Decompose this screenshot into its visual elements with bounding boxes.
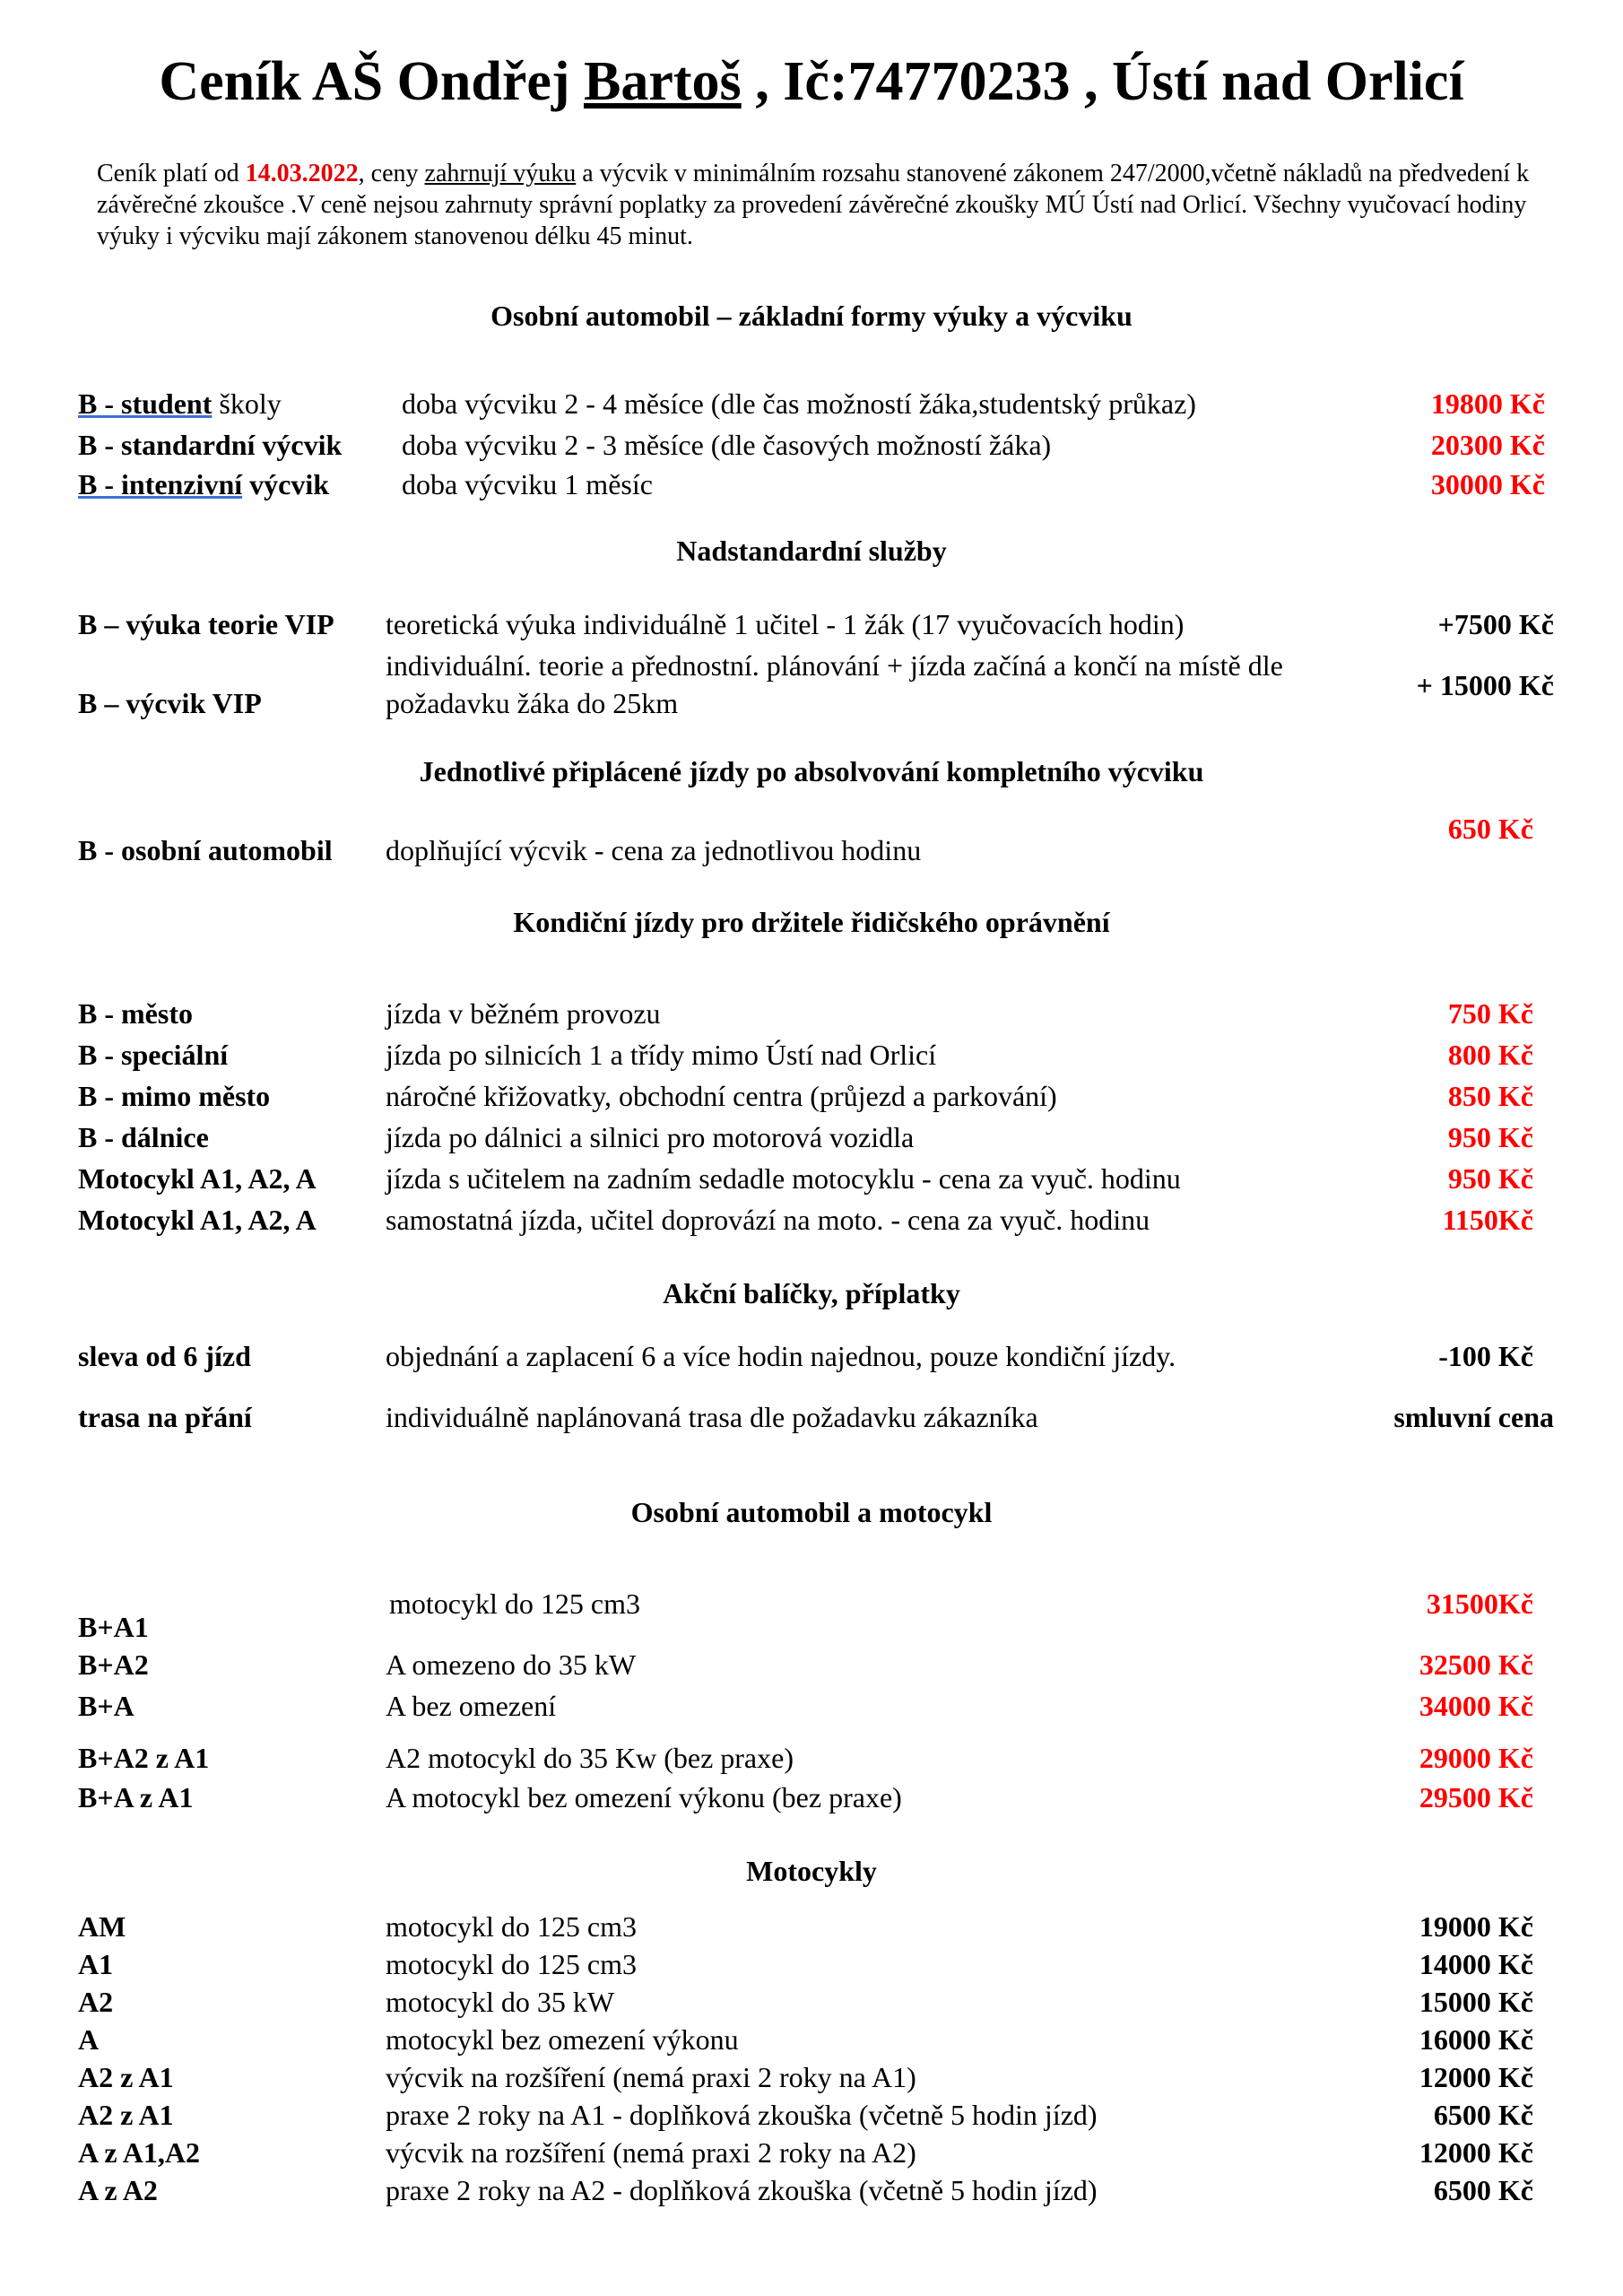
title-name: Bartoš [584, 51, 742, 112]
row-code-underlined: B - intenzivní [78, 468, 243, 500]
row-price: 15000 Kč [1419, 1986, 1533, 2018]
intro-text-1: Ceník platí od [97, 160, 246, 187]
row-desc: individuálně naplánovaná trasa dle požadavku zákazníka [386, 1401, 1038, 1433]
row-price: 19800 Kč [1430, 387, 1545, 420]
row-desc: praxe 2 roky na A2 - doplňková zkouška (včetně 5 hodin jízd) [386, 2174, 1098, 2206]
row-desc: motocykl do 125 cm3 [386, 1910, 637, 1943]
row-code: Motocykl A1, A2, A [78, 1162, 317, 1195]
intro-text-3: a výcvik v minimálním rozsahu stanovené zákonem 247/2000,včetně nákladů na předvedení k závěrečné zkoušce .V ceně nejsou zahrnuty správní poplatky za provedení závěrečné zkoušky MÚ Ústí nad Orlicí. Všechny vyučovací hodiny výuky i výcviku mají zákonem stanovenou délku 45 minut. [97, 160, 1530, 250]
row-desc: výcvik na rozšíření (nemá praxi 2 roky na A1) [386, 2061, 916, 2093]
row-code [78, 387, 282, 421]
row-code: B+A2 [78, 1648, 149, 1681]
row-code: A1 [78, 1948, 114, 1980]
row-code: A z A1,A2 [78, 2136, 200, 2169]
row-code: B - dálnice [78, 1121, 209, 1153]
section-heading-premium: Nadstandardní služby [676, 535, 947, 567]
row-desc: náročné křižovatky, obchodní centra (průjezd a parkování) [386, 1080, 1057, 1112]
row-desc: objednání a zaplacení 6 a více hodin najednou, pouze kondiční jízdy. [386, 1340, 1176, 1372]
row-code: B+A2 z A1 [78, 1742, 210, 1774]
row-code: B - speciální [78, 1039, 229, 1071]
row-code: B - osobní automobil [78, 834, 333, 866]
row-code-rest: školy [212, 387, 282, 420]
row-desc: doba výcviku 1 měsíc [402, 468, 653, 500]
row-price: 1150Kč [1442, 1204, 1533, 1236]
row-code: B - město [78, 997, 193, 1030]
row-price: 6500 Kč [1433, 2099, 1533, 2131]
row-desc: individuální. teorie a přednostní. plánování + jízda začíná a končí na místě dle požadavku žáka do 25km [386, 649, 1283, 719]
section-heading-condition: Kondiční jízdy pro držitele řidičského oprávnění [513, 906, 1110, 938]
row-code: B – výuka teorie VIP [78, 608, 334, 640]
row-price: 12000 Kč [1419, 2061, 1533, 2093]
row-desc: teoretická výuka individuálně 1 učitel - 1 žák (17 vyučovacích hodin) [386, 608, 1185, 640]
row-desc: A bez omezení [386, 1690, 557, 1722]
row-price: 14000 Kč [1419, 1948, 1533, 1980]
row-code: Motocykl A1, A2, A [78, 1204, 317, 1236]
section-heading-moto: Motocykly [746, 1855, 877, 1887]
row-desc: A2 motocykl do 35 Kw (bez praxe) [386, 1742, 794, 1774]
row-code-underlined: B - student [78, 387, 213, 420]
title-prefix: Ceník AŠ Ondřej [159, 51, 585, 112]
row-price: 32500 Kč [1419, 1648, 1533, 1681]
row-code: B+A z A1 [78, 1781, 194, 1813]
row-price: smluvní cena [1393, 1401, 1554, 1433]
row-desc: motocykl do 35 kW [386, 1986, 615, 2018]
row-code: B+A1 [78, 1611, 149, 1643]
row-desc: motocykl do 125 cm3 [389, 1587, 640, 1620]
row-desc: samostatná jízda, učitel doprovází na moto. - cena za vyuč. hodinu [386, 1204, 1150, 1236]
row-price: 29500 Kč [1419, 1781, 1533, 1813]
row-price: + 15000 Kč [1416, 669, 1554, 701]
row-price: 31500Kč [1426, 1587, 1533, 1620]
row-code: sleva od 6 jízd [78, 1340, 251, 1372]
row-price: +7500 Kč [1437, 608, 1554, 640]
row-desc: motocykl bez omezení výkonu [386, 2023, 739, 2056]
row-code: trasa na přání [78, 1401, 252, 1433]
row-code [78, 468, 329, 501]
row-code: A2 [78, 1986, 114, 2018]
intro-underlined: zahrnují výuku [424, 160, 577, 187]
section-heading-single: Jednotlivé připlácené jízdy po absolvování kompletního výcviku [419, 755, 1204, 787]
row-desc: A motocykl bez omezení výkonu (bez praxe) [386, 1781, 902, 1813]
row-desc: jízda v běžném provozu [386, 997, 661, 1030]
row-code: A [78, 2023, 100, 2056]
title-suffix: , Ič:74770233 , Ústí nad Orlicí [741, 51, 1464, 112]
row-code: B – výcvik VIP [78, 687, 262, 719]
row-code: B - mimo město [78, 1080, 271, 1112]
row-price: 29000 Kč [1419, 1742, 1533, 1774]
row-desc: doba výcviku 2 - 4 měsíce (dle čas možností žáka,studentský průkaz) [402, 387, 1196, 420]
row-code [78, 429, 342, 462]
intro-paragraph [97, 158, 1549, 252]
row-price: 650 Kč [1447, 813, 1533, 845]
row-desc: motocykl do 125 cm3 [386, 1948, 637, 1980]
row-price: 20300 Kč [1430, 429, 1545, 461]
intro-date: 14.03.2022 [245, 160, 359, 187]
row-code: A2 z A1 [78, 2061, 174, 2093]
row-desc: doba výcviku 2 - 3 měsíce (dle časových možností žáka) [402, 429, 1052, 461]
row-desc: praxe 2 roky na A1 - doplňková zkouška (včetně 5 hodin jízd) [386, 2099, 1098, 2131]
section-heading-packages: Akční balíčky, příplatky [663, 1277, 960, 1309]
row-desc: výcvik na rozšíření (nemá praxi 2 roky na A2) [386, 2136, 916, 2169]
row-code: A2 z A1 [78, 2099, 174, 2131]
row-code-rest: B - standardní výcvik [78, 429, 343, 461]
row-price: 800 Kč [1447, 1039, 1533, 1071]
row-desc: jízda po dálnici a silnici pro motorová vozidla [386, 1121, 915, 1153]
intro-text-2: , ceny [358, 160, 425, 187]
row-code: AM [78, 1910, 126, 1943]
row-price: 30000 Kč [1430, 468, 1545, 500]
row-desc: doplňující výcvik - cena za jednotlivou hodinu [386, 834, 922, 866]
row-price: 12000 Kč [1419, 2136, 1533, 2169]
row-price: 34000 Kč [1419, 1690, 1533, 1722]
row-price: 16000 Kč [1419, 2023, 1533, 2056]
row-price: 19000 Kč [1419, 1910, 1533, 1943]
row-price: -100 Kč [1438, 1340, 1533, 1372]
row-price: 750 Kč [1447, 997, 1533, 1030]
row-desc: jízda po silnicích 1 a třídy mimo Ústí nad Orlicí [386, 1039, 937, 1071]
row-price: 850 Kč [1447, 1080, 1533, 1112]
section-heading-basic: Osobní automobil – základní formy výuky a výcviku [490, 300, 1133, 332]
row-price: 950 Kč [1447, 1121, 1533, 1153]
row-code-rest: výcvik [242, 468, 330, 500]
row-code: A z A2 [78, 2174, 158, 2206]
row-code: B+A [78, 1690, 135, 1722]
section-heading-combo: Osobní automobil a motocykl [630, 1496, 993, 1528]
row-price: 950 Kč [1447, 1162, 1533, 1195]
page-title [0, 50, 1623, 114]
row-desc: jízda s učitelem na zadním sedadle motocyklu - cena za vyuč. hodinu [386, 1162, 1181, 1195]
row-desc: A omezeno do 35 kW [386, 1648, 637, 1681]
row-price: 6500 Kč [1433, 2174, 1533, 2206]
